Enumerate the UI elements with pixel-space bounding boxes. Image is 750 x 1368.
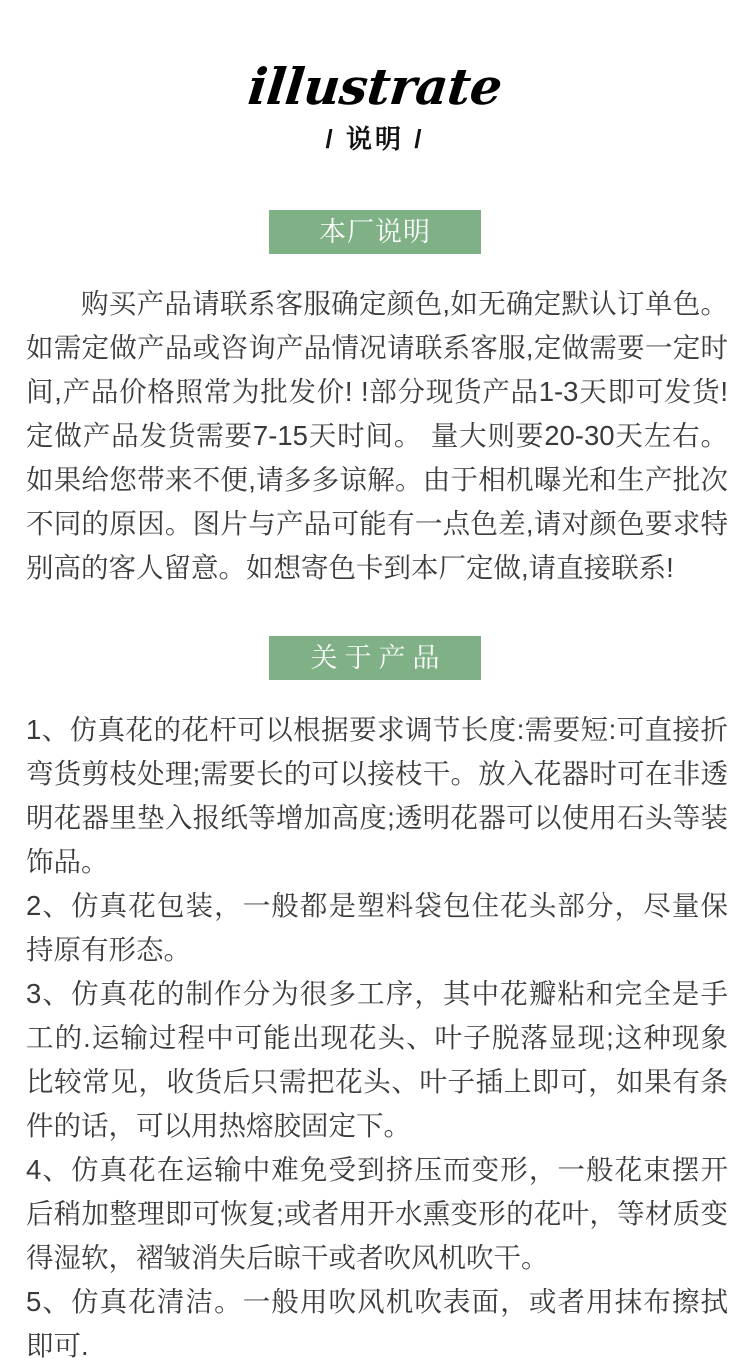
page-subtitle: / 说明 / — [325, 124, 425, 154]
about-product-notes-list — [0, 708, 750, 1368]
factory-notes-paragraph: 购买产品请联系客服确定颜色,如无确定默认订单色。如需定做产品或咨询产品情况请联系客服,定做需要一定时间,产品价格照常为批发价! !部分现货产品1-3天即可发货!定做产品发货需要7-15天时间。 量大则要20-30天左右。如果给您带来不便,请多多谅解。由于相机曝光和生产批次不同的原因。图片与产品可能有一点色差,请对颜色要求特别高的客人留意。如想寄色卡到本厂定做,请直接联系! — [26, 288, 728, 583]
section-badge-about-product: 关于产品 — [269, 636, 481, 680]
list-item: 5、仿真花清洁。一般用吹风机吹表面，或者用抹布擦拭即可. — [26, 1286, 728, 1361]
list-item: 1、仿真花的花杆可以根据要求调节长度:需要短:可直接折弯货剪枝处理;需要长的可以接枝干。放入花器时可在非透明花器里垫入报纸等增加高度;透明花器可以使用石头等装饰品。 — [26, 714, 728, 877]
list-item: 3、仿真花的制作分为很多工序，其中花瓣粘和完全是手工的.运输过程中可能出现花头、叶子脱落显现;这种现象比较常见，收货后只需把花头、叶子插上即可，如果有条件的话，可以用热熔胶固定下。 — [26, 978, 728, 1141]
section-badge-factory-notes: 本厂说明 — [269, 210, 481, 254]
illustrate-script-logo: illustrate — [245, 57, 505, 116]
about-product-badge-wrapper — [0, 636, 750, 680]
list-item: 4、仿真花在运输中难免受到挤压而变形，一般花束摆开后稍加整理即可恢复;或者用开水熏变形的花叶，等材质变得湿软，褶皱消失后晾干或者吹风机吹干。 — [26, 1154, 728, 1273]
factory-notes-badge-wrapper — [0, 210, 750, 254]
list-item: 2、仿真花包装，一般都是塑料袋包住花头部分，尽量保持原有形态。 — [26, 890, 728, 965]
page-header — [0, 0, 750, 152]
